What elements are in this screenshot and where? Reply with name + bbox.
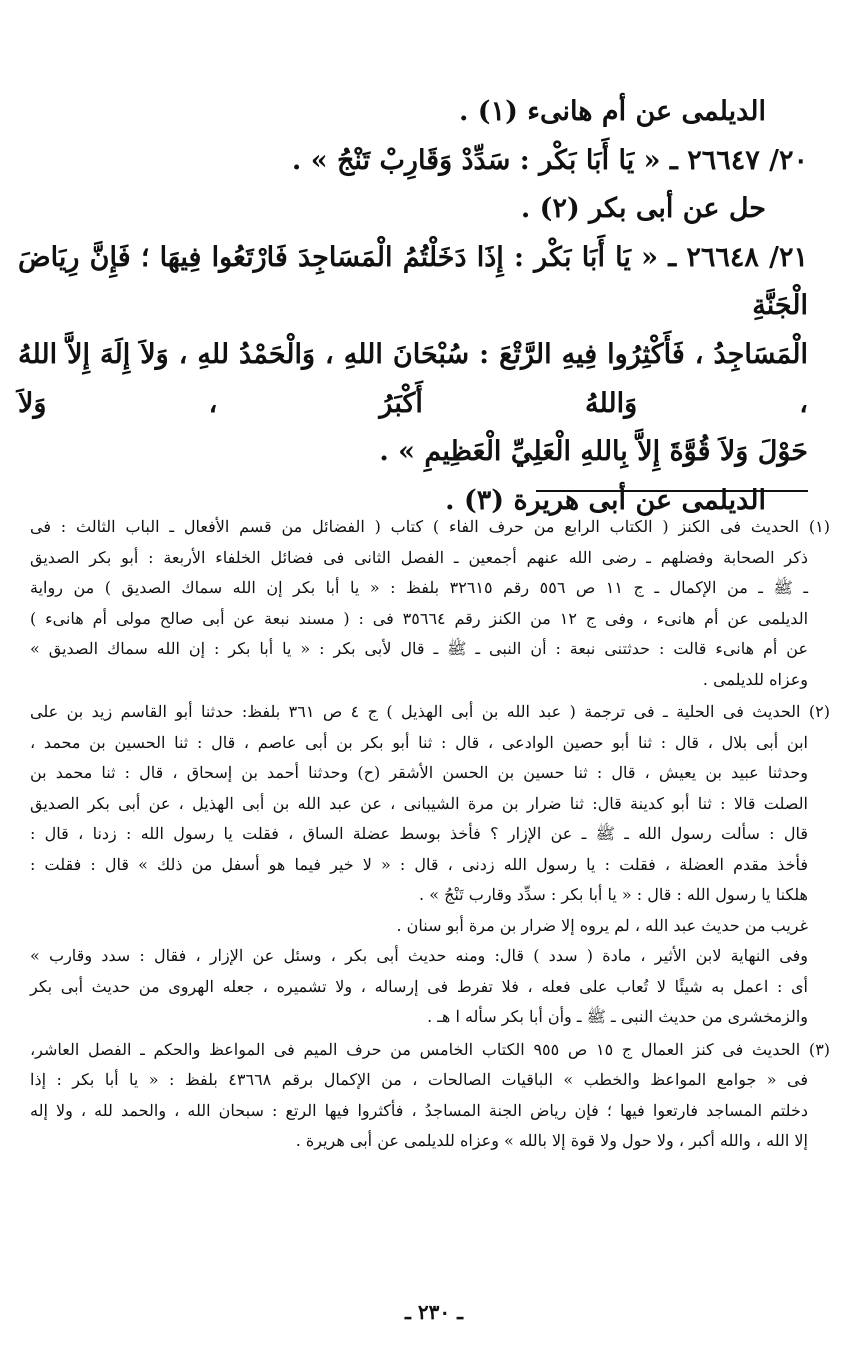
footnote-line: دخلتم المساجد فارتعوا فيها ؛ فإن رياض الجنة المساجدُ ، فأكثروا فيها الرتع : سبحان الله ، والحمد لله ، ولا إله	[30, 1100, 808, 1120]
footnote-line: الصلت قالا : ثنا أبو كدينة قال: ثنا ضرار بن مرة الشيبانى ، عن عبد الله بن أبى الهذيل ، عن أبى بكر الصديق	[30, 793, 808, 813]
footnote-divider	[536, 490, 808, 492]
footnote-line: (٣) الحديث فى كنز العمال ج ١٥ ص ٩٥٥ الكتاب الخامس من حرف الميم فى المواعظ والحكم ـ الفصل العاشر،	[30, 1039, 831, 1059]
source-line-3: الديلمى عن أبى هريرة (٣) .	[445, 484, 766, 516]
footnote-line: ـ ﷺ ـ من الإكمال ـ ج ١١ ص ٥٥٦ رقم ٣٢٦١٥ بلفظ : « يا أبا بكر إن الله سماك الصديق ) من رواية	[30, 578, 809, 597]
footnote-line: إلا الله ، والله أكبر ، ولا حول ولا قوة إلا بالله » وعزاه للديلمى عن أبى هريرة .	[295, 1131, 808, 1150]
footnote-line: فى « جوامع المواعظ والخطب » الباقيات الصالحات ، من الإكمال برقم ٤٣٦٦٨ بلفظ : « يا أبا بكر : إذا	[30, 1070, 808, 1089]
hadith-26648-line-2: الْمَسَاجِدُ ، فَأَكْثِرُوا فِيهِ الرَّتْعَ : سُبْحَانَ اللهِ ، وَالْحَمْدُ للهِ ، وَلاَ إِلَهَ إِلاَّ اللهُ ، وَاللهُ أَكْبَرُ ، وَلاَ	[18, 338, 808, 419]
footnote-1	[30, 512, 830, 695]
source-line-1: الديلمى عن أم هانىء (١) .	[459, 96, 766, 127]
page-number: ـ ٢٣٠ ـ	[405, 1300, 463, 1324]
footnote-line: (٢) الحديث فى الحلية ـ فى ترجمة ( عبد الله بن أبى الهذيل ) ج ٤ ص ٣٦١ بلفظ: حدثنا أبو القاسم زيد بن على	[30, 702, 831, 721]
footnote-line: والزمخشرى من حديث النبى ـ ﷺ ـ وأن أبا بكر سأله ا هـ .	[427, 1007, 808, 1026]
footnote-line: وحدثنا عبيد بن يعيش ، قال : ثنا حسين بن الحسن الأشقر (ح) وحدثنا أحمد بن إسحاق ، قال : ثنا محمد بن	[30, 763, 808, 782]
source-line-2: حل عن أبى بكر (٢) .	[520, 193, 766, 225]
footnote-2	[30, 697, 830, 1033]
footnote-line: (١) الحديث فى الكنز ( الكتاب الرابع من حرف الفاء ) كتاب ( الفضائل من قسم الأفعال ـ الباب الثالث : فى	[30, 517, 830, 536]
footnote-line: فأخذ مقدم العضلة ، فقلت : يا رسول الله زدنى ، قال : « لا خير فيما هو أسفل من ذلك » قال : فقلت :	[30, 854, 808, 874]
footnote-line: وفى النهاية لابن الأثير ، مادة ( سدد ) قال: ومنه حديث أبى بكر ، وسئل عن الإزار ، فقال : سدد وقارب »	[30, 946, 808, 965]
footnote-line: ذكر الصحابة وفضلهم ـ رضى الله عنهم أجمعين ـ الفصل الثانى فى فضائل الخلفاء الأربعة : أبو بكر الصديق	[30, 547, 808, 567]
hadith-text-block	[18, 88, 808, 525]
footnote-line: هلكنا يا رسول الله : قال : « يا أبا بكر : سدِّد وقارب تَنْجُ » .	[419, 885, 808, 904]
footnote-line: ابن أبى بلال ، قال : ثنا أبو حصين الوادعى ، قال : ثنا أبو بكر بن أبى عاصم ، قال : ثنا الحسين بن محمد ،	[30, 732, 808, 752]
footnote-line: غريب من حديث عبد الله ، لم يروه إلا ضرار بن مرة أبو سنان .	[396, 915, 808, 935]
footnote-line: وعزاه للديلمى .	[702, 669, 808, 689]
footnote-line: أى : اعمل به شيئًا لا تُعاب على فعله ، فلا تفرط فى إرساله ، ولا تشميره ، جعله الهروى من حديث أبى بكر	[30, 976, 808, 996]
footnote-line: قال : سألت رسول الله ـ ﷺ ـ عن الإزار ؟ فأخذ بوسط عضلة الساق ، فقلت يا رسول الله : زدنا ، قال :	[30, 824, 808, 843]
hadith-26648-line-3: حَوْلَ وَلاَ قُوَّةَ إِلاَّ بِاللهِ الْعَلِيِّ الْعَظِيمِ » .	[379, 436, 808, 468]
hadith-26647: ٢٠/ ٢٦٦٤٧ ـ « يَا أَبَا بَكْر : سَدِّدْ وَقَارِبْ تَنْجُ » .	[291, 144, 808, 176]
footnote-3	[30, 1035, 830, 1157]
footnote-line: الديلمى عن أم هانىء ، وفى ج ١٢ من الكنز رقم ٣٥٦٦٤ فى : ( مسند نبعة عن أبى صالح مولى أم هانىء )	[30, 608, 809, 628]
footnotes	[30, 512, 830, 1159]
footnote-line: عن أم هانىء قالت : حدثتنى نبعة : أن النبى ـ ﷺ ـ قال لأبى بكر : « يا أبا بكر : إن الله سماك الصديق »	[30, 639, 808, 658]
hadith-26648-line-1: ٢١/ ٢٦٦٤٨ ـ « يَا أَبَا بَكْر : إِذَا دَخَلْتُمُ الْمَسَاجِدَ فَارْتَعُوا فِيهَا ؛ فَإِنَّ رِيَاضَ الْجَنَّةِ	[18, 241, 808, 322]
